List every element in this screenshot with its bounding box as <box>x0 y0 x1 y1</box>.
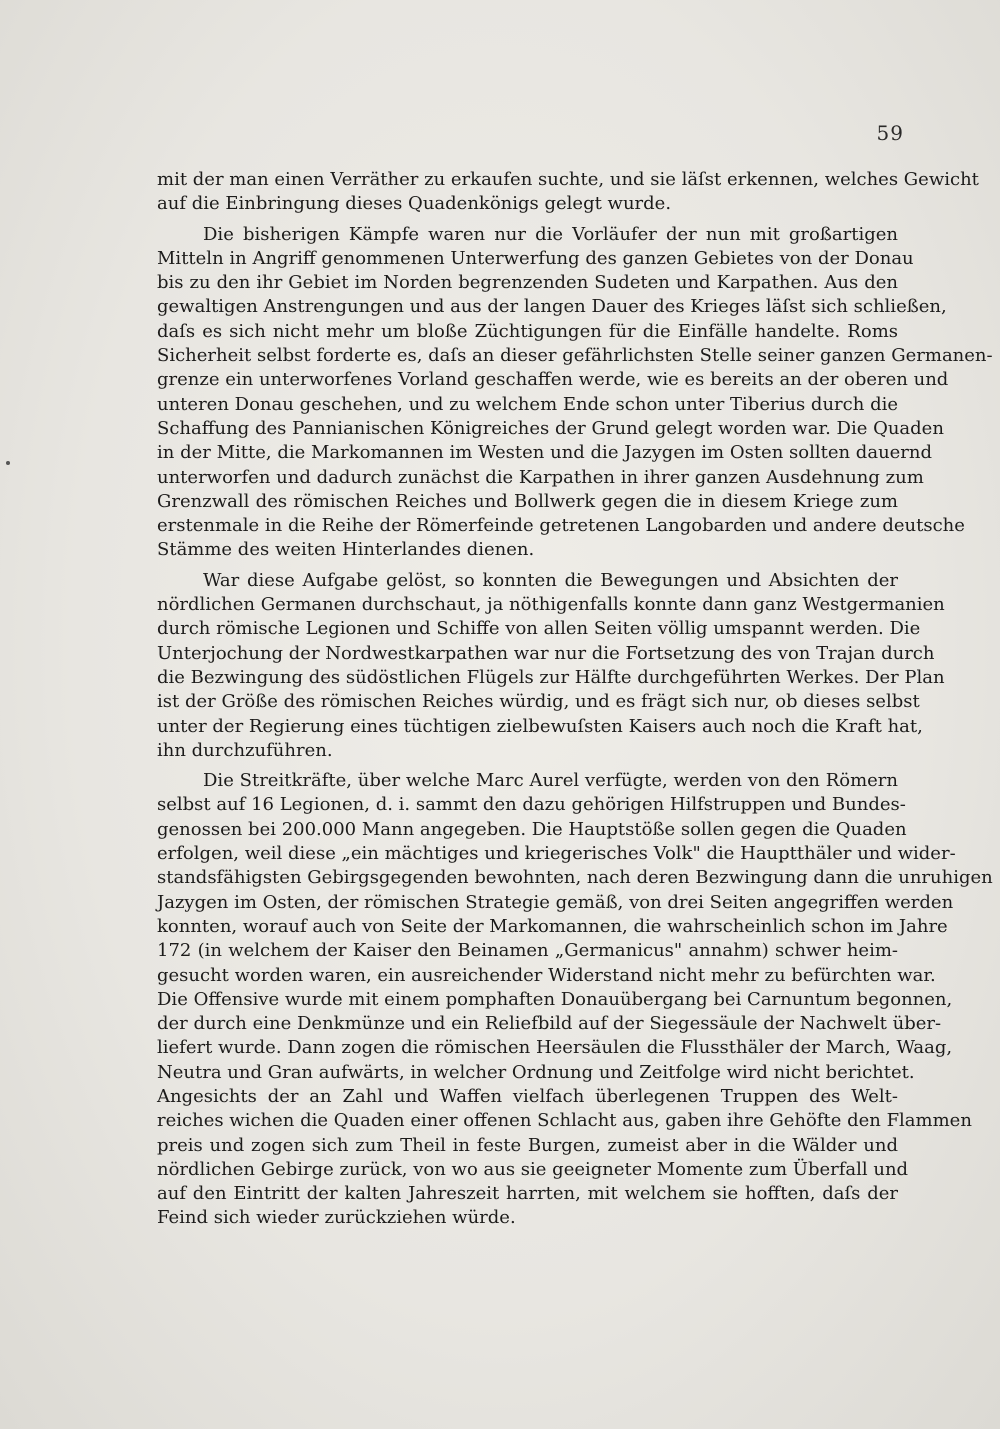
text-line: Grenzwall des römischen Reiches und Bollwerk gegen die in diesem Kriege zum <box>157 490 898 512</box>
text-line: Stämme des weiten Hinterlandes dienen. <box>157 539 535 561</box>
text-line: in der Mitte, die Markomannen im Westen und die Jazygen im Osten sollten dauernd <box>157 442 933 464</box>
text-line: Feind sich wieder zurückziehen würde. <box>157 1207 516 1229</box>
text-line: Unterjochung der Nordwestkarpathen war nur die Fortsetzung des von Trajan durch <box>157 642 935 664</box>
text-line: der durch eine Denkmünze und ein Reliefbild auf der Siegessäule der Nachwelt über- <box>157 1013 942 1035</box>
text-line: liefert wurde. Dann zogen die römischen Heersäulen die Flussthäler der March, Waag, <box>157 1037 953 1059</box>
text-line: bis zu den ihr Gebiet im Norden begrenzenden Sudeten und Karpathen. Aus den <box>157 272 898 294</box>
margin-speck <box>6 461 10 465</box>
text-line: ist der Größe des römischen Reiches würdig, und es frägt sich nur, ob dieses selbst <box>157 691 920 713</box>
paragraph <box>157 223 993 563</box>
text-line: gesucht worden waren, ein ausreichender Widerstand nicht mehr zu befürchten war. <box>157 964 936 986</box>
text-line: unteren Donau geschehen, und zu welchem Ende schon unter Tiberius durch die <box>157 393 898 415</box>
text-line: nördlichen Gebirge zurück, von wo aus sie geeigneter Momente zum Überfall und <box>157 1158 909 1180</box>
text-line: unter der Regierung eines tüchtigen zielbewuſsten Kaisers auch noch die Kraft hat, <box>157 715 923 737</box>
text-line: Schaffung des Pannianischen Königreiches der Grund gelegt worden war. Die Quaden <box>157 417 944 439</box>
text-line: Die Streitkräfte, über welche Marc Aurel verfügte, werden von den Römern <box>203 770 898 792</box>
page-number: 59 <box>876 121 904 145</box>
body-text <box>157 168 993 1231</box>
text-line: gewaltigen Anstrengungen und aus der langen Dauer des Krieges läſst sich schließen, <box>157 296 947 318</box>
text-line: Die bisherigen Kämpfe waren nur die Vorläufer der nun mit großartigen <box>203 223 898 245</box>
text-line: mit der man einen Verräther zu erkaufen suchte, und sie läſst erkennen, welches Gewicht <box>157 169 979 190</box>
text-line: konnten, worauf auch von Seite der Markomannen, die wahrscheinlich schon im Jahre <box>157 915 948 937</box>
text-line: auf die Einbringung dieses Quadenkönigs gelegt wurde. <box>157 193 672 215</box>
text-line: die Bezwingung des südöstlichen Flügels zur Hälfte durchgeführten Werkes. Der Plan <box>157 666 945 688</box>
text-line: erfolgen, weil diese „ein mächtiges und kriegerisches Volk" die Hauptthäler und wider- <box>157 843 956 865</box>
text-line: reiches wichen die Quaden einer offenen Schlacht aus, gaben ihre Gehöfte den Flammen <box>157 1110 972 1132</box>
text-line: nördlichen Germanen durchschaut, ja nöthigenfalls konnte dann ganz Westgermanien <box>157 594 945 616</box>
text-line: preis und zogen sich zum Theil in feste Burgen, zumeist aber in die Wälder und <box>157 1134 898 1156</box>
text-line: Angesichts der an Zahl und Waffen vielfach überlegenen Truppen des Welt- <box>157 1085 898 1107</box>
text-line: Die Offensive wurde mit einem pomphaften Donauübergang bei Carnuntum begonnen, <box>157 988 953 1010</box>
text-line: Mitteln in Angriff genommenen Unterwerfung des ganzen Gebietes von der Donau <box>157 247 914 269</box>
text-line: Jazygen im Osten, der römischen Strategie gemäß, von drei Seiten angegriffen werden <box>157 891 954 913</box>
text-line: durch römische Legionen und Schiffe von allen Seiten völlig umspannt werden. Die <box>157 618 921 640</box>
text-line: ihn durchzuführen. <box>157 739 333 761</box>
text-line: selbst auf 16 Legionen, d. i. sammt den dazu gehörigen Hilfstruppen und Bundes- <box>157 794 906 816</box>
paragraph <box>157 769 993 1231</box>
text-line: War diese Aufgabe gelöst, so konnten die Bewegungen und Absichten der <box>203 569 898 591</box>
text-line: genossen bei 200.000 Mann angegeben. Die Hauptstöße sollen gegen die Quaden <box>157 818 907 840</box>
text-line: Neutra und Gran aufwärts, in welcher Ordnung und Zeitfolge wird nicht berichtet. <box>157 1061 915 1083</box>
text-line: standsfähigsten Gebirgsgegenden bewohnten, nach deren Bezwingung dann die unruhigen <box>157 867 993 889</box>
text-line: grenze ein unterworfenes Vorland geschaffen werde, wie es bereits an der oberen und <box>157 369 949 391</box>
paragraph <box>157 569 945 763</box>
text-line: daſs es sich nicht mehr um bloße Züchtigungen für die Einfälle handelte. Roms <box>157 320 898 342</box>
text-line: Sicherheit selbst forderte es, daſs an dieser gefährlichsten Stelle seiner ganzen Germanen- <box>157 345 993 367</box>
text-line: auf den Eintritt der kalten Jahreszeit harrten, mit welchem sie hofften, daſs der <box>157 1183 898 1205</box>
text-line: erstenmale in die Reihe der Römerfeinde getretenen Langobarden und andere deutsche <box>157 515 965 537</box>
paragraph <box>157 168 979 217</box>
text-line: 172 (in welchem der Kaiser den Beinamen „Germanicus" annahm) schwer heim- <box>157 940 898 962</box>
text-line: unterworfen und dadurch zunächst die Karpathen in ihrer ganzen Ausdehnung zum <box>157 466 924 488</box>
